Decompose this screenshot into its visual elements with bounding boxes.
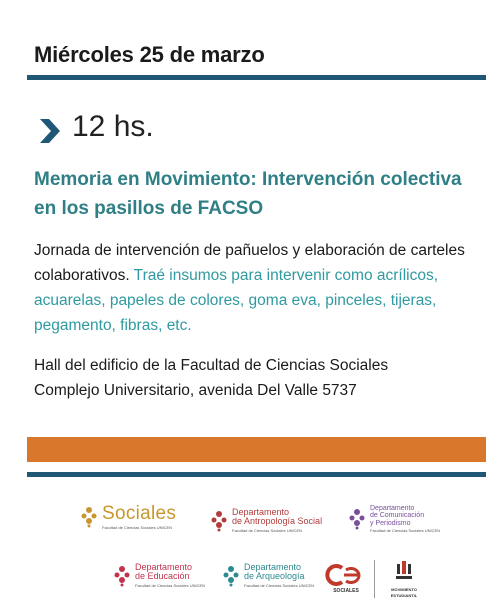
top-rule (27, 75, 486, 80)
logo-educacion (113, 563, 205, 588)
educacion-sub: Facultad de Ciencias Sociales UNICEN (135, 582, 206, 588)
logo-antropologia (210, 508, 322, 533)
arqueologia-line1: Departamento (244, 562, 302, 572)
comunicacion-sub: Facultad de Ciencias Sociales UNICEN (370, 528, 441, 534)
movimiento-line1: MOVIMIENTO (391, 587, 417, 592)
educacion-mark-icon (113, 565, 131, 587)
event-title (34, 165, 474, 223)
educacion-line2: de Educación (135, 571, 190, 582)
sociales-mark-icon (80, 506, 98, 528)
event-description (34, 238, 474, 338)
place-line2: Complejo Universitario, avenida Del Valle 5737 (34, 382, 357, 399)
arqueologia-line2: de Arqueología (244, 571, 305, 582)
description-accent: Traé insumos para intervenir como acrílicos, acuarelas, papeles de colores, goma eva, pinceles, tijeras, pegamento, fibras, etc. (34, 267, 439, 334)
place-line1: Hall del edificio de la Facultad de Ciencias Sociales (34, 357, 389, 374)
event-place (34, 353, 474, 403)
date-title: Miércoles 25 de marzo (34, 42, 265, 67)
logo-comunicacion (348, 505, 440, 533)
comunicacion-mark-icon (348, 508, 366, 530)
logo-ce (322, 562, 370, 596)
antropologia-sub: Facultad de Ciencias Sociales UNICEN (232, 527, 303, 533)
educacion-line1: Departamento (135, 562, 193, 572)
sociales-sub: Facultad de Ciencias Sociales UNICEN (102, 524, 173, 530)
arqueologia-mark-icon (222, 565, 240, 587)
movimiento-line2: ESTUDIANTIL (390, 592, 418, 598)
antropologia-mark-icon (210, 510, 228, 532)
chevron-right-icon (38, 117, 62, 145)
movimiento-mark-icon (393, 560, 415, 582)
antropologia-line2: de Antropología Social (232, 516, 323, 527)
arqueologia-sub: Facultad de Ciencias Sociales UNICEN (244, 582, 315, 588)
ce-mark-icon (322, 562, 370, 588)
comunicacion-line2: de Comunicación (370, 512, 425, 520)
antropologia-line1: Departamento (232, 507, 290, 517)
event-title-line1: Memoria en Movimiento: Intervención colectiva (34, 169, 462, 190)
ce-label: SOCIALES (333, 588, 359, 594)
sociales-name: Sociales (102, 503, 177, 524)
orange-band (27, 437, 486, 462)
time-label: 12 hs. (72, 110, 154, 143)
comunicacion-line1: Departamento (370, 505, 415, 512)
event-title-line2: en los pasillos de FACSO (34, 198, 264, 219)
teal-rule (27, 472, 486, 477)
comunicacion-line3: y Periodismo (370, 519, 411, 527)
logo-arqueologia (222, 563, 314, 588)
logos-divider (374, 560, 375, 598)
logo-sociales (80, 504, 176, 530)
logo-movimiento (380, 560, 428, 600)
description-text: Jornada de intervención de pañuelos y elaboración de carteles colaborativos. (34, 242, 465, 284)
